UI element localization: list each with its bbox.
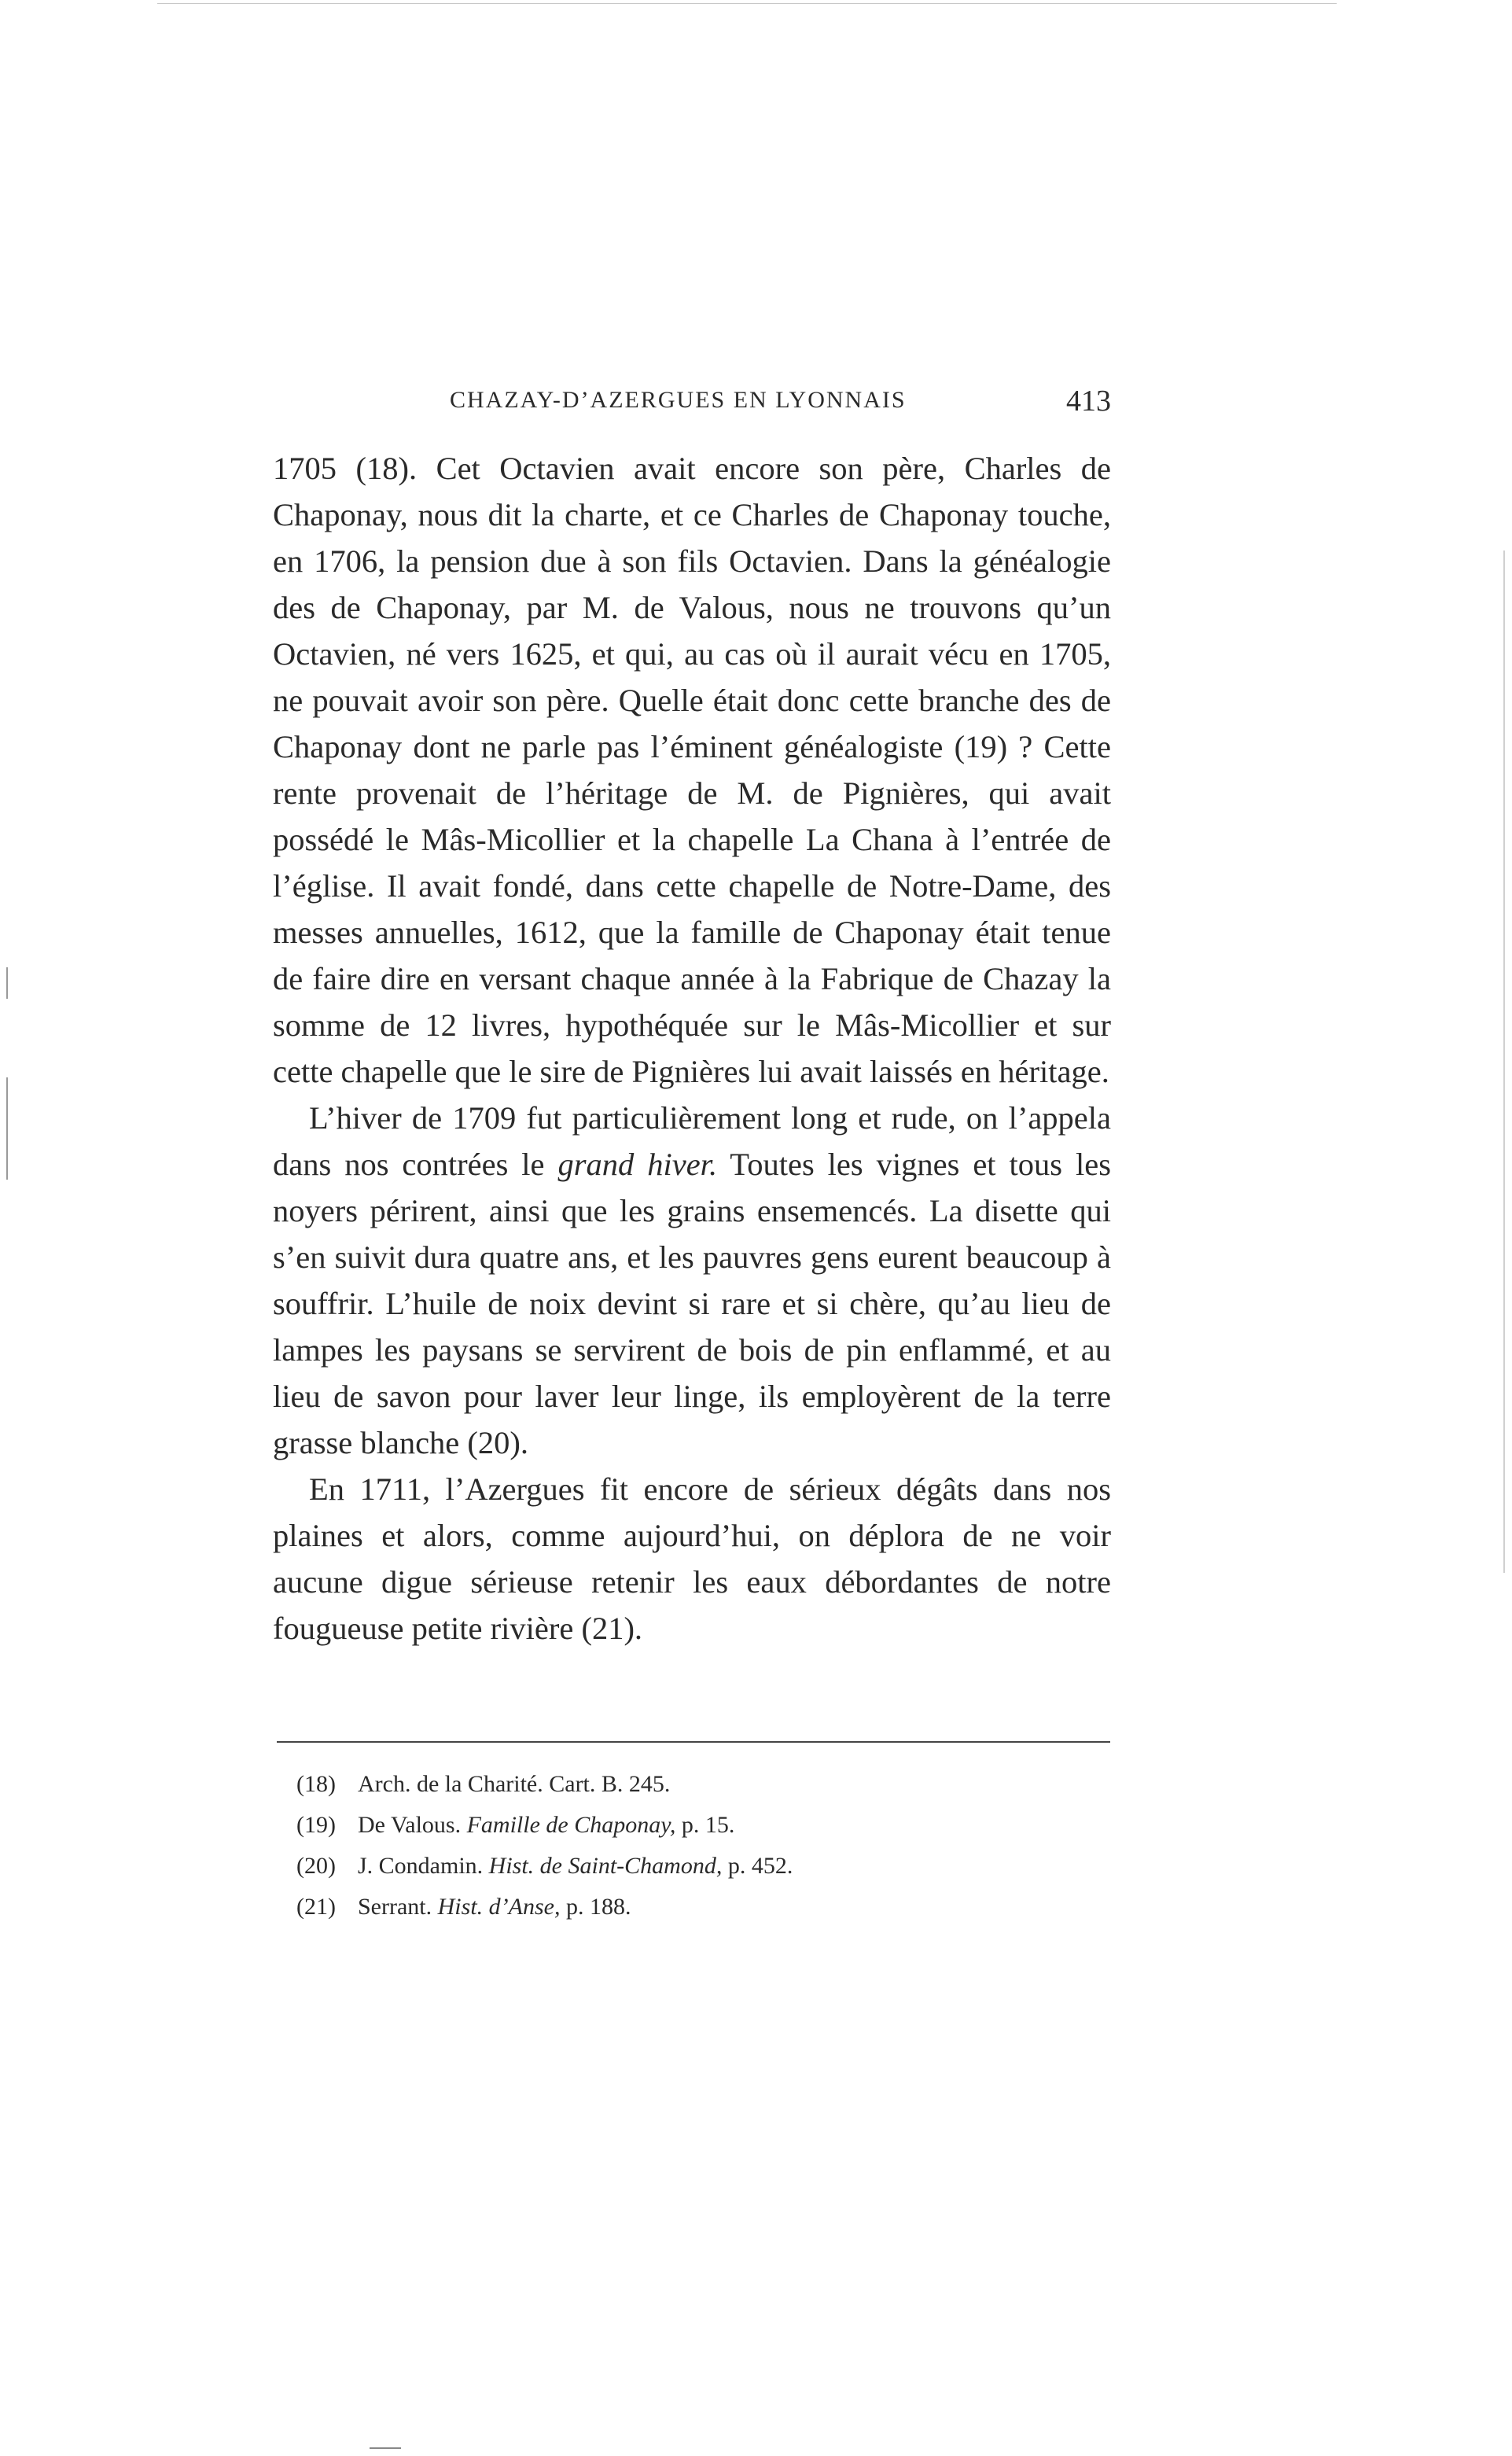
footnote-text: J. Condamin. <box>358 1853 489 1879</box>
footnote-number: (19) <box>296 1812 336 1838</box>
scan-edge-line-right <box>1503 550 1505 1573</box>
scan-top-line <box>157 3 1337 4</box>
paragraph-2-text-b: Toutes les vignes et tous les noyers périrent, ainsi que les grains ensemencés. La disette qui s’en suivit dura quatre ans, et les pauvres gens eurent beaucoup à souffrir. L’huile de noix devint si rare et si chère, qu’au lieu de lampes les paysans se servirent de bois de pin enflammé, et au lieu de savon pour laver leur linge, ils employèrent de la terre grasse blanche (20). <box>273 1147 1111 1460</box>
footnote-number: (21) <box>296 1894 336 1920</box>
footnote-italic: Famille de Chaponay, <box>466 1812 676 1838</box>
footnote-20 <box>296 1846 1106 1887</box>
body-text <box>273 445 1111 1651</box>
footnote-text: Serrant. <box>358 1894 438 1920</box>
footnote-italic: Hist. de Saint-Chamond, <box>488 1853 723 1879</box>
paragraph-3: En 1711, l’Azergues fit encore de sérieux dégâts dans nos plaines et alors, comme aujourd’hui, on déplora de ne voir aucune digue sérieuse retenir les eaux débordantes de notre fougueuse petite rivière (21). <box>273 1471 1111 1646</box>
running-title: CHAZAY-D’AZERGUES EN LYONNAIS <box>450 387 907 413</box>
paragraph-1: 1705 (18). Cet Octavien avait encore son père, Charles de Chaponay, nous dit la charte, et ce Charles de Chaponay touche, en 1706, la pension due à son fils Octavien. Dans la généalogie des de Chaponay, par M. de Valous, nous ne trouvons qu’un Octavien, né vers 1625, et qui, au cas où il aurait vécu en 1705, ne pouvait avoir son père. Quelle était donc cette branche des de Chaponay dont ne parle pas l’éminent généalogiste (19) ? Cette rente provenait de l’héritage de M. de Pignières, qui avait possédé le Mâs-Micollier et la chapelle La Chana à l’entrée de l’église. Il avait fondé, dans cette chapelle de Notre-Dame, des messes annuelles, 1612, que la famille de Chaponay était tenue de faire dire en versant chaque année à la Fabrique de Chazay la somme de 12 livres, hypothéquée sur le Mâs-Micollier et sur cette chapelle que le sire de Pignières lui avait laissés en héritage. <box>273 451 1111 1089</box>
paragraph-2-text-a: L’hiver de 1709 fut particulièrement long et rude, on l’appela dans nos contrées le <box>273 1100 1111 1182</box>
paragraph-2 <box>273 1095 1111 1466</box>
footnote-number: (20) <box>296 1853 336 1879</box>
footnote-text: De Valous. <box>358 1812 467 1838</box>
footnotes <box>296 1764 1106 1928</box>
footnote-18 <box>296 1764 1106 1805</box>
footnote-21 <box>296 1887 1106 1928</box>
footnote-divider <box>277 1741 1110 1743</box>
paragraph-2-italic: grand hiver. <box>557 1147 718 1182</box>
footnote-text-end: p. 188. <box>560 1894 631 1920</box>
footnote-number: (18) <box>296 1771 336 1797</box>
running-head <box>273 384 1111 431</box>
footnote-italic: Hist. d’Anse, <box>437 1894 561 1920</box>
footnote-text-end: p. 452. <box>722 1853 793 1879</box>
scan-edge-line-left-lower <box>6 1077 8 1180</box>
footnote-text-end: p. 15. <box>675 1812 735 1838</box>
scan-bottom-line <box>370 2447 401 2449</box>
footnote-19 <box>296 1805 1106 1846</box>
footnote-text: Arch. de la Charité. Cart. B. 245. <box>358 1771 671 1797</box>
scan-edge-line-left <box>6 967 8 999</box>
page-number: 413 <box>1066 385 1111 418</box>
